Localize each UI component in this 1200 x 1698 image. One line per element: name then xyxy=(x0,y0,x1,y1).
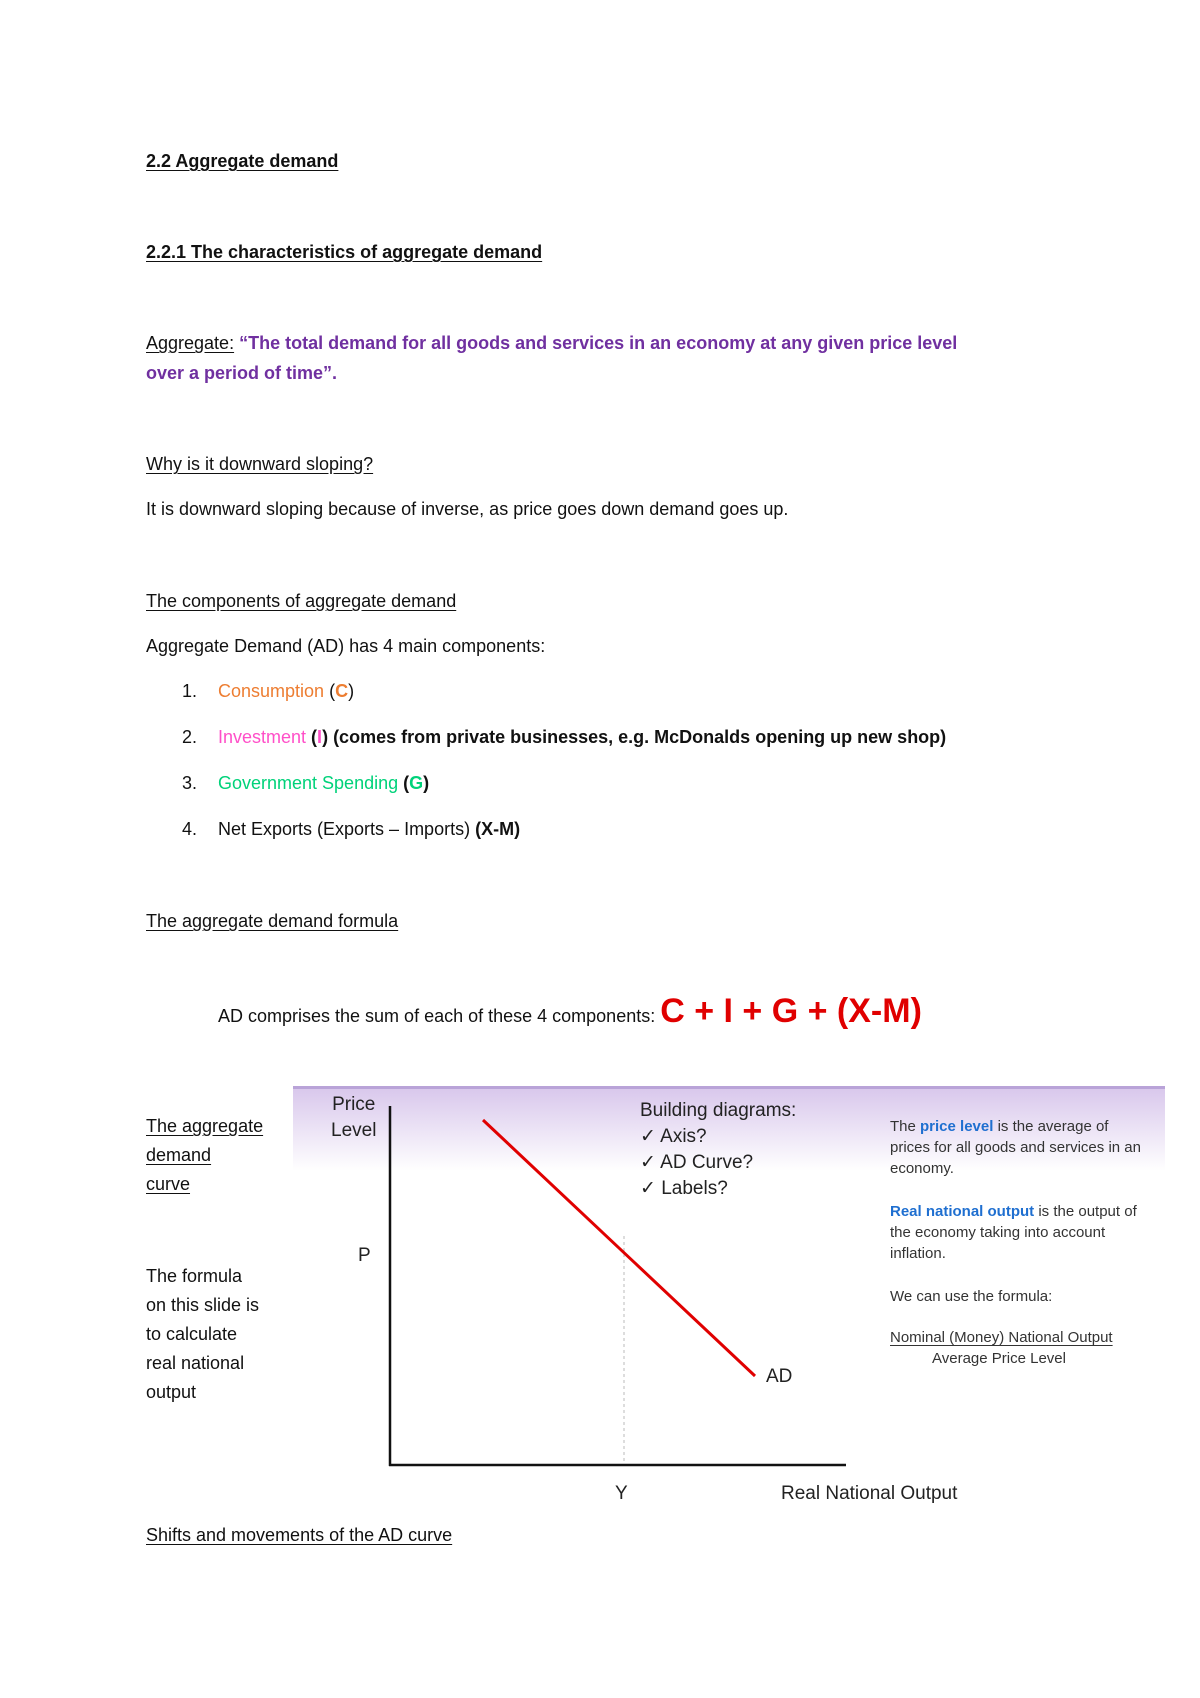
definition-text-1: “The total demand for all goods and services in an economy at any given price level xyxy=(239,333,958,353)
list-number: 2. xyxy=(182,727,198,747)
list-number: 3. xyxy=(182,773,198,793)
building-diagrams-checklist xyxy=(640,1098,796,1202)
paren-open: ( xyxy=(398,773,410,793)
components-heading: The components of aggregate demand xyxy=(146,591,457,611)
checklist-text: Axis? xyxy=(660,1126,707,1147)
x-axis-label: Real National Output xyxy=(781,1483,958,1504)
component-code: X-M xyxy=(481,819,515,839)
formula-heading: The aggregate demand formula xyxy=(146,911,399,931)
paren-open: ( xyxy=(470,819,482,839)
p-label: P xyxy=(358,1245,371,1266)
checklist-item xyxy=(640,1124,796,1150)
formula-note-line: to calculate xyxy=(146,1324,238,1344)
component-name: Government Spending xyxy=(218,773,399,793)
components-intro: Aggregate Demand (AD) has 4 main components: xyxy=(146,636,546,656)
paren-close: ) xyxy=(514,819,521,839)
checklist-item xyxy=(640,1150,796,1176)
section-heading: 2.2 Aggregate demand xyxy=(146,151,339,171)
component-code: C xyxy=(335,681,349,701)
curve-label-line: The aggregate xyxy=(146,1116,264,1136)
definition-term: Aggregate: xyxy=(146,333,235,353)
check-icon: ✓ xyxy=(640,1126,656,1147)
curve-label-line: demand xyxy=(146,1145,212,1165)
checklist-item xyxy=(640,1176,796,1202)
paren-close: ) xyxy=(423,773,430,793)
list-number: 1. xyxy=(182,681,198,701)
curve-label-line: curve xyxy=(146,1174,191,1194)
curve-label xyxy=(146,1112,263,1199)
slide-notes xyxy=(890,1116,1141,1369)
subsection-heading: 2.2.1 The characteristics of aggregate demand xyxy=(146,242,543,262)
formula-note xyxy=(146,1262,259,1407)
downward-question: Why is it downward sloping? xyxy=(146,454,374,474)
y-axis-label-line: Price xyxy=(332,1094,376,1115)
y-axis-label xyxy=(331,1092,376,1144)
formula-note-line: on this slide is xyxy=(146,1295,260,1315)
y-axis-label-line: Level xyxy=(331,1120,377,1141)
formula-equation: C + I + G + (X-M) xyxy=(660,992,922,1030)
component-code: I xyxy=(317,727,323,747)
formula-denominator: Average Price Level xyxy=(932,1350,1066,1367)
y-label: Y xyxy=(615,1483,628,1504)
check-icon: ✓ xyxy=(640,1152,656,1173)
formula-note-line: The formula xyxy=(146,1266,243,1286)
formula-note-line: real national xyxy=(146,1353,245,1373)
downward-answer: It is downward sloping because of inverse, as price goes down demand goes up. xyxy=(146,499,789,519)
formula-note-line: output xyxy=(146,1382,197,1402)
note-text: We can use the formula: xyxy=(890,1288,1053,1305)
real-output-term: Real national output xyxy=(890,1203,1035,1220)
component-note: (comes from private businesses, e.g. McDonalds opening up new shop) xyxy=(328,727,947,747)
note-text: inflation. xyxy=(890,1245,946,1262)
formula-line xyxy=(218,992,922,1030)
paren-open: ( xyxy=(306,727,318,747)
component-name: Net Exports (Exports – Imports) xyxy=(218,819,471,839)
curve-label-ad: AD xyxy=(766,1366,793,1387)
definition-line-1 xyxy=(146,332,957,354)
note-text: the economy taking into account xyxy=(890,1224,1106,1241)
note-text: prices for all goods and services in an xyxy=(890,1139,1141,1156)
component-name: Consumption xyxy=(218,681,325,701)
checklist-text: AD Curve? xyxy=(660,1152,754,1173)
note-text: economy. xyxy=(890,1160,954,1177)
note-text: is the average of xyxy=(993,1118,1109,1135)
building-title: Building diagrams: xyxy=(640,1100,797,1121)
component-name: Investment xyxy=(218,727,307,747)
check-icon: ✓ xyxy=(640,1178,656,1199)
price-level-note-line xyxy=(890,1116,1141,1137)
component-code: G xyxy=(409,773,424,793)
note-text: is the output of xyxy=(1034,1203,1137,1220)
formula-numerator: Nominal (Money) National Output xyxy=(890,1329,1113,1346)
formula-text: AD comprises the sum of each of these 4 components: xyxy=(218,1006,661,1026)
shifts-heading: Shifts and movements of the AD curve xyxy=(146,1525,453,1545)
definition-text-2: over a period of time”. xyxy=(146,363,338,383)
paren-open: ( xyxy=(324,681,336,701)
real-output-note-line xyxy=(890,1201,1141,1222)
diagram-slide xyxy=(293,1086,1165,1506)
paren-close: ) xyxy=(348,681,355,701)
checklist-text: Labels? xyxy=(661,1178,728,1199)
price-level-term: price level xyxy=(920,1118,994,1135)
list-number: 4. xyxy=(182,819,198,839)
note-text: The xyxy=(890,1118,921,1135)
paren-close: ) xyxy=(322,727,329,747)
